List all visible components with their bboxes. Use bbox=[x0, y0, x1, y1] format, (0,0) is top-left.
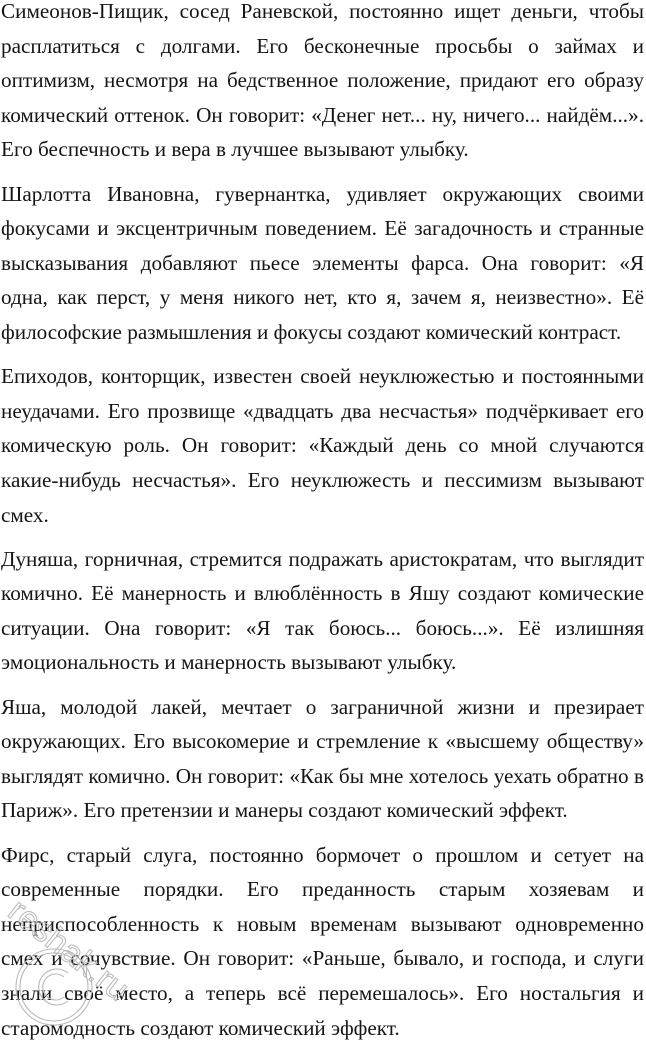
paragraph-simeonov-pishchik: Симеонов-Пищик, сосед Раневской, постоянно ищет деньги, чтобы расплатиться с долгами. Его бесконечные просьбы о займах и оптимизм, несмотря на бедственное положение, придают его образу комический оттенок. Он говорит: «Денег нет... ну, ничего... найдём...». Его беспечность и вера в лучшее вызывают улыбку. bbox=[1, 0, 644, 162]
paragraph-epikhodov: Епиходов, конторщик, известен своей неуклюжестью и постоянными неудачами. Его прозвище «двадцать два несчастья» подчёркивает его комическую роль. Он говорит: «Каждый день со мной случаются какие-нибудь несчастья». Его неуклюжесть и пессимизм вызывают смех. bbox=[1, 364, 644, 527]
paragraph-dunyasha: Дуняша, горничная, стремится подражать аристократам, что выглядит комично. Её манерность и влюблённость в Яшу создают комические ситуации. Она говорит: «Я так боюсь... боюсь...». Её излишняя эмоциональность и манерность вызывают улыбку. bbox=[1, 546, 644, 675]
paragraph-charlotta: Шарлотта Ивановна, гувернантка, удивляет окружающих своими фокусами и эксцентричным поведением. Её загадочность и странные высказывания добавляют пьесе элементы фарса. Она говорит: «Я одна, как перст, у меня никого нет, кто я, зачем я, неизвестно». Её философские размышления и фокусы создают комический контраст. bbox=[1, 181, 644, 344]
paragraph-firs: Фирс, старый слуга, постоянно бормочет о прошлом и сетует на современные порядки. Его преданность старым хозяевам и неприспособленность к новым временам вызывают одновременно смех и сочувствие. Он говорит: «Раньше, бывало, и господа, и слуги знали своё место, а теперь всё перемешалось». Его ностальгия и старомодность создают комический эффект. bbox=[1, 842, 644, 1040]
svg-text:reshak.ru: reshak.ru bbox=[2, 895, 137, 1009]
paragraph-yasha: Яша, молодой лакей, мечтает о заграничной жизни и презирает окружающих. Его высокомерие и стремление к «высшему обществу» выглядят комично. Он говорит: «Как бы мне хотелось уехать обратно в Париж». Его претензии и манеры создают комический эффект. bbox=[1, 694, 644, 823]
document-page bbox=[1, 0, 644, 1055]
